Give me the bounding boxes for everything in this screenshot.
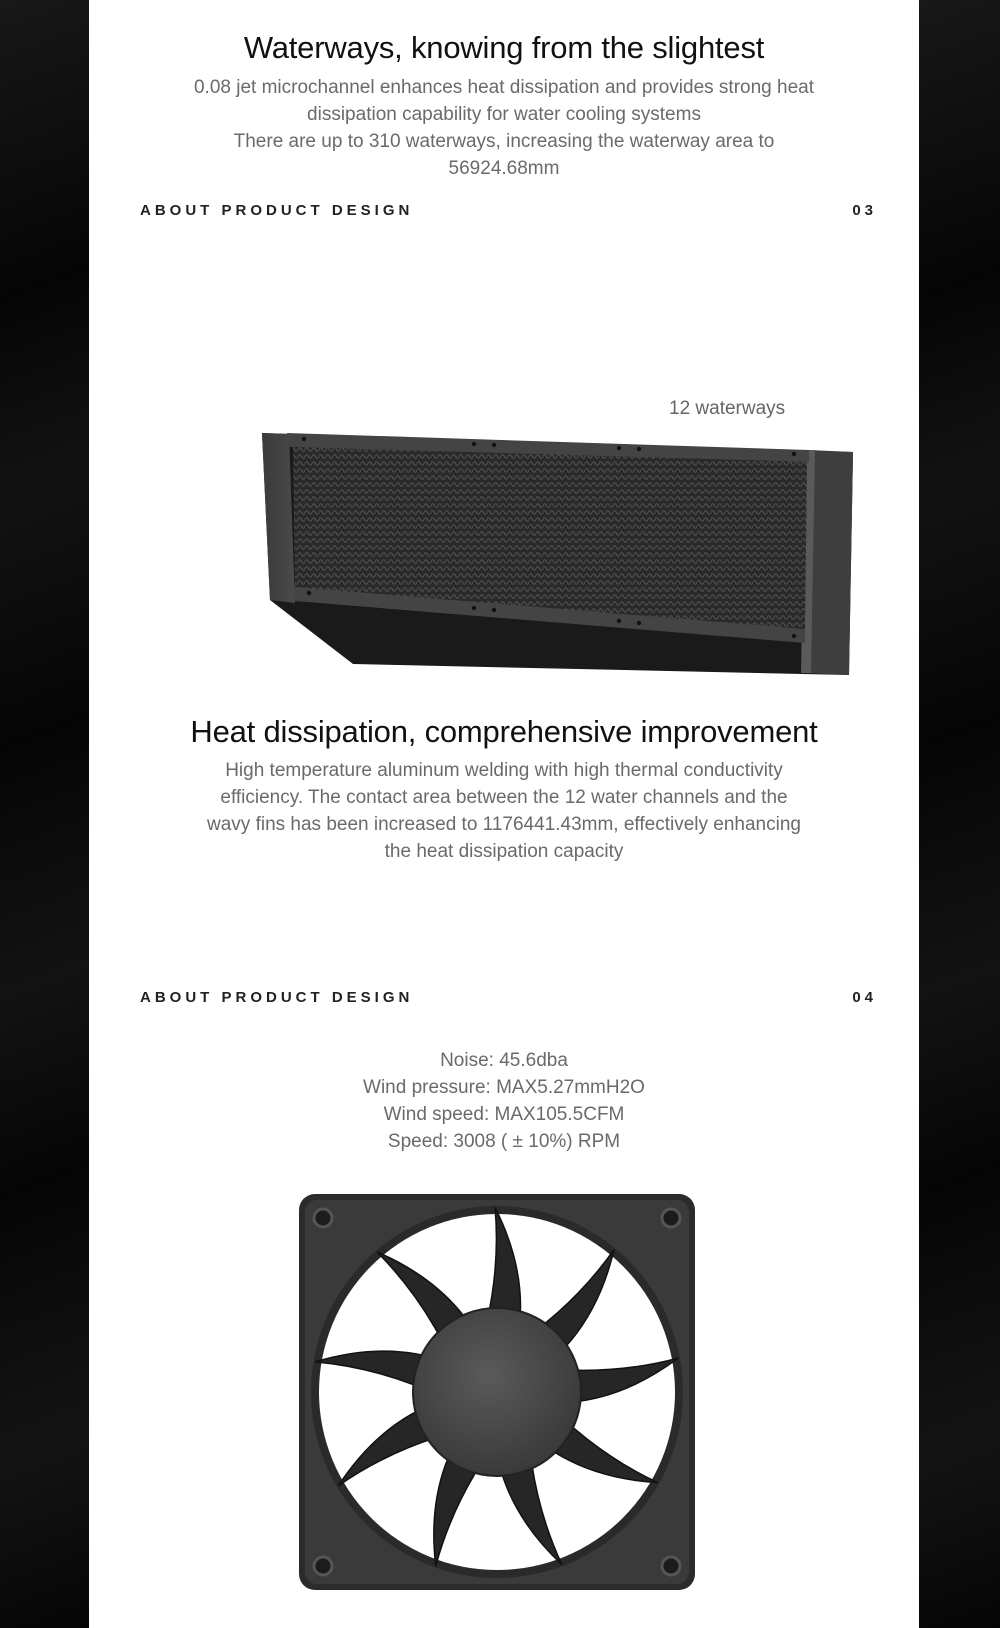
section1-description [89,74,919,182]
section1-title: Waterways, knowing from the slightest [243,30,765,65]
section1-line: There are up to 310 waterways, increasing the waterway area to [233,131,775,152]
section2-line: High temperature aluminum welding with high thermal conductivity [225,760,783,781]
spec-speed: Speed: 3008 ( ± 10%) RPM [387,1131,621,1152]
section-number-03: 03 [852,202,877,219]
radiator-image [249,425,859,675]
section2-line: wavy fins has been increased to 1176441.43mm, effectively enhancing [207,814,801,835]
section2-line: the heat dissipation capacity [384,841,624,862]
left-background [0,0,90,1628]
section1-line: dissipation capability for water cooling systems [307,104,701,125]
waterways-annotation: 12 waterways [669,398,786,419]
spec-wind-pressure: Wind pressure: MAX5.27mmH2O [363,1077,645,1098]
fan-image [297,1192,697,1592]
section2-description [89,757,919,865]
section-label-04: ABOUT PRODUCT DESIGN [140,989,414,1006]
spec-noise: Noise: 45.6dba [440,1050,568,1071]
section1-line: 0.08 jet microchannel enhances heat dissipation and provides strong heat [193,77,814,98]
fan-specs [89,1047,919,1155]
section-label-03: ABOUT PRODUCT DESIGN [140,202,414,219]
spec-wind-speed: Wind speed: MAX105.5CFM [383,1104,625,1125]
section2-line: efficiency. The contact area between the 12 water channels and the [220,787,788,808]
section1-line: 56924.68mm [448,158,560,179]
section-number-04: 04 [852,989,877,1006]
right-background [919,0,1000,1628]
section2-title: Heat dissipation, comprehensive improvement [190,714,818,749]
content-panel [89,0,919,1628]
